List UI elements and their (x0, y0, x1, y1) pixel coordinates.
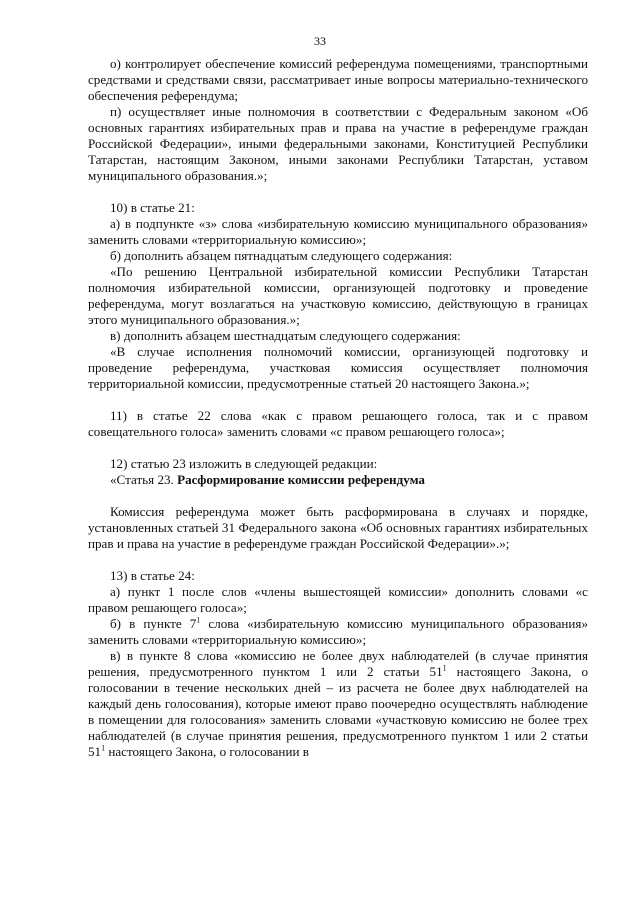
paragraph-13v (88, 648, 588, 760)
paragraph-13v-part2: настоящего Закона, о голосовании в течение нескольких дней – из расчета не более двух наблюдателей на каждый день голосования), которые имеют право поочередно осуществлять наблюдение в помещении для голосования» заменить словами «участковую комиссию не более трех наблюдателей (в случае принятия решения, предусмотренного пунктом 1 или 2 статьи 51 (88, 664, 588, 759)
superscript: 1 (101, 743, 106, 753)
spacer (88, 488, 588, 504)
paragraph-13v-part3: настоящего Закона, о голосовании в (105, 744, 309, 759)
article-23-heading (88, 472, 588, 488)
spacer (88, 184, 588, 200)
paragraph-10v-quote: «В случае исполнения полномочий комиссии, организующей подготовку и проведение референдума, участковая комиссия осуществляет полномочия территориальной комиссии, предусмотренные статьей 20 настоящего Закона.»; (88, 344, 588, 391)
document-body (88, 56, 588, 760)
paragraph-13b-part1: б) в пункте 7 (110, 616, 197, 631)
paragraph-10b-quote: «По решению Центральной избирательной комиссии Республики Татарстан полномочия избирательной комиссии, организующей подготовку и проведение референдума, могут возлагаться на участковую комиссию, действующую в границах этого муниципального образования.»; (88, 264, 588, 327)
paragraph-13a: а) пункт 1 после слов «члены вышестоящей комиссии» дополнить словами «с правом решающего голоса»; (88, 584, 588, 615)
article-23-text: Комиссия референдума может быть расформирована в случаях и порядке, установленных статьей 31 Федерального закона «Об основных гарантиях избирательных прав и права на участие в референдуме граждан Российской Федерации».»; (88, 504, 588, 551)
page-number: 33 (314, 34, 326, 48)
paragraph-10a: а) в подпункте «з» слова «избирательную комиссию муниципального образования» заменить словами «территориальную комиссию»; (88, 216, 588, 247)
paragraph-item-13: 13) в статье 24: (110, 568, 195, 583)
superscript: 1 (442, 663, 447, 673)
article-23-title: Расформирование комиссии референдума (177, 472, 425, 487)
paragraph-13v-part1: в) в пункте 8 слова «комиссию не более двух наблюдателей (в случае принятия решения, предусмотренного пунктом 1 или 2 статьи 51 (88, 648, 588, 679)
paragraph-o: о) контролирует обеспечение комиссий референдума помещениями, транспортными средствами и средствами связи, рассматривает иные вопросы материально-технического обеспечения референдума; (88, 56, 588, 103)
paragraph-item-11: 11) в статье 22 слова «как с правом решающего голоса, так и с правом совещательного голоса» заменить словами «с правом решающего голоса»; (88, 408, 588, 439)
article-23-prefix: «Статья 23. (110, 472, 178, 487)
paragraph-10v: в) дополнить абзацем шестнадцатым следующего содержания: (110, 328, 461, 343)
paragraph-13b (88, 616, 588, 648)
paragraph-p: п) осуществляет иные полномочия в соответствии с Федеральным законом «Об основных гарантиях избирательных прав и права на участие в референдуме граждан Российской Федерации», иными федеральными законами, Конституцией Республики Татарстан, настоящим Законом, иными законами Республики Татарстан, уставом муниципального образования.»; (88, 104, 588, 183)
paragraph-item-12: 12) статью 23 изложить в следующей редакции: (110, 456, 378, 471)
paragraph-10b: б) дополнить абзацем пятнадцатым следующего содержания: (110, 248, 453, 263)
paragraph-item-10: 10) в статье 21: (110, 200, 195, 215)
spacer (88, 552, 588, 568)
superscript: 1 (196, 615, 201, 625)
spacer (88, 392, 588, 408)
paragraph-13b-part2: слова «избирательную комиссию муниципального образования» заменить словами «территориальную комиссию»; (88, 616, 588, 647)
spacer (88, 440, 588, 456)
